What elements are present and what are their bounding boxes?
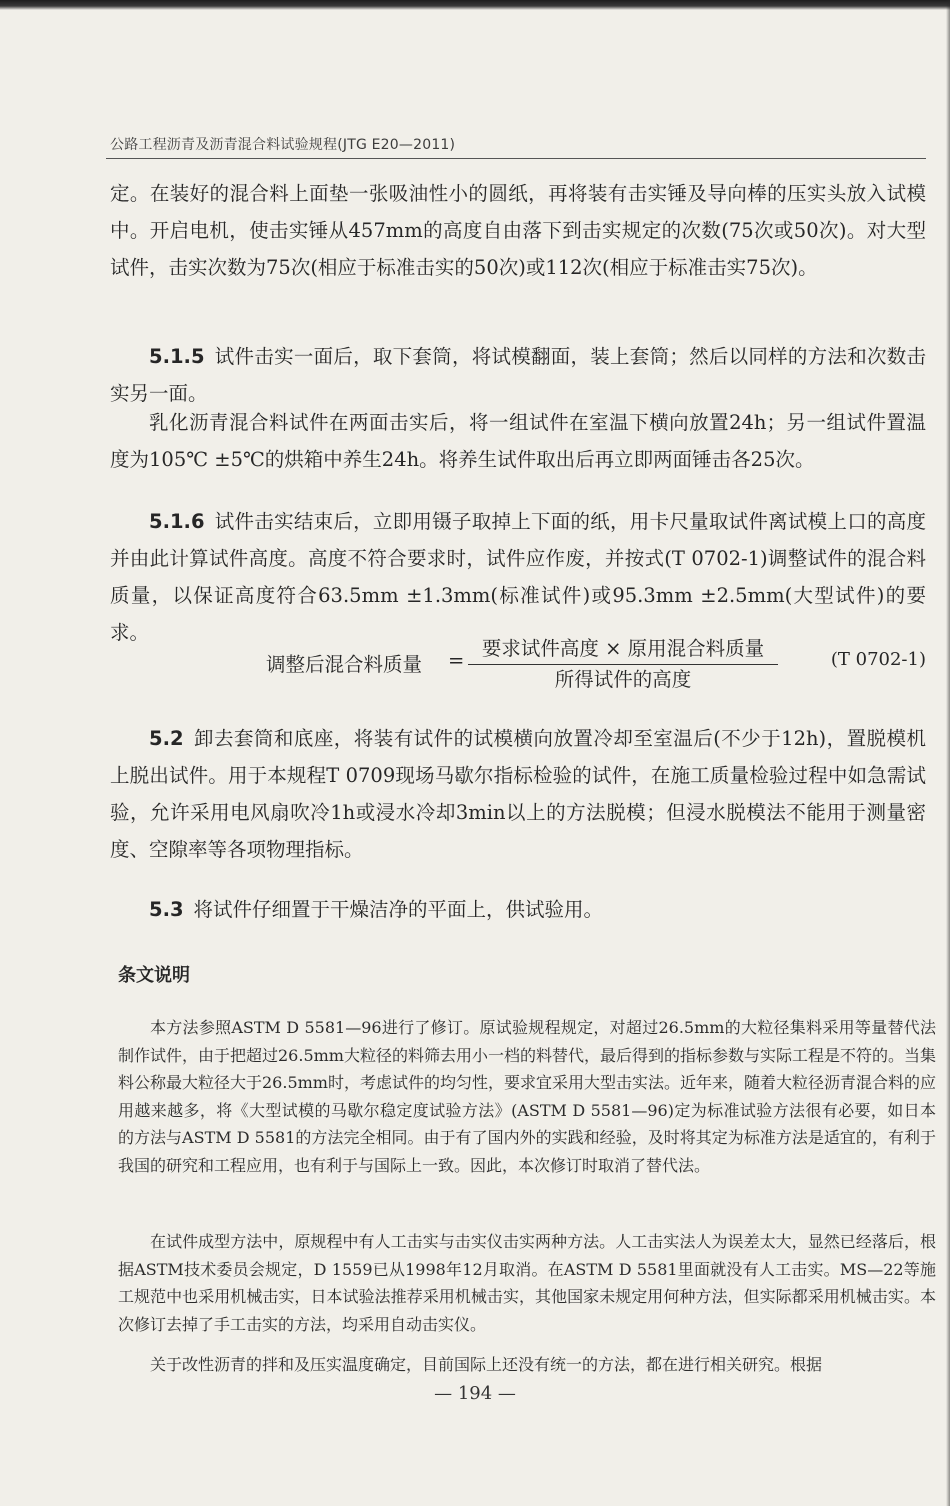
section-5-1-5 (110, 338, 926, 412)
formula-t0702-1 (110, 635, 926, 695)
notes-title: 条文说明 (118, 965, 190, 986)
section-5-1-6 (110, 503, 926, 651)
note-paragraph-1: 本方法参照ASTM D 5581—96进行了修订。原试验规程规定，对超过26.5mm的大粒径集料采用等量替代法制作试件，由于把超过26.5mm大粒径的料筛去用小一档的料替代，最后得到的指标参数与实际工程是不符的。当集料公称最大粒径大于26.5mm时，考虑试件的均匀性，要求宜采用大型击实法。近年来，随着大粒径沥青混合料的应用越来越多，将《大型试模的马歇尔稳定度试验方法》(ASTM D 5581—96)定为标准试验方法很有必要，如日本的方法与ASTM D 5581的方法完全相同。由于有了国内外的实践和经验，及时将其定为标准方法是适宜的，有利于我国的研究和工程应用，也有利于与国际上一致。因此，本次修订时取消了替代法。 (118, 1018, 936, 1175)
page-number: — 194 — (434, 1383, 516, 1404)
section-text: 将试件仔细置于干燥洁净的平面上，供试验用。 (193, 898, 604, 921)
header-rule (106, 158, 926, 159)
paragraph-continuation: 定。在装好的混合料上面垫一张吸油性小的圆纸，再将装有击实锤及导向棒的压实头放入试模中。开启电机，使击实锤从457mm的高度自由落下到击实规定的次数(75次或50次)。对大型试件，击实次数为75次(相应于标准击实的50次)或112次(相应于标准击实75次)。 (110, 182, 926, 279)
section-number: 5.3 (149, 898, 184, 921)
scan-edge (0, 0, 950, 10)
formula-equals: = (448, 649, 465, 672)
formula-numerator: 要求试件高度 × 原用混合料质量 (481, 637, 765, 660)
formula-label: (T 0702-1) (830, 649, 926, 670)
fraction-bar (468, 664, 778, 665)
section-text: 试件击实一面后，取下套筒，将试模翻面，装上套筒；然后以同样的方法和次数击实另一面。 (110, 345, 926, 405)
formula-fraction (468, 635, 778, 694)
section-text: 卸去套筒和底座，将装有试件的试模横向放置冷却至室温后(不少于12h)，置脱模机上脱出试件。用于本规程T 0709现场马歇尔指标检验的试件，在施工质量检验过程中如急需试验，允许采用电风扇吹冷1h或浸水冷却3min以上的方法脱模；但浸水脱模法不能用于测量密度、空隙率等各项物理指标。 (110, 727, 926, 861)
paragraph-emulsion: 乳化沥青混合料试件在两面击实后，将一组试件在室温下横向放置24h；另一组试件置温度为105℃ ±5℃的烘箱中养生24h。将养生试件取出后再立即两面锤击各25次。 (110, 411, 926, 471)
running-header: 公路工程沥青及沥青混合料试验规程(JTG E20—2011) (110, 137, 456, 153)
section-number: 5.1.6 (149, 510, 205, 533)
section-5-3 (110, 891, 926, 928)
formula-denominator: 所得试件的高度 (554, 668, 692, 691)
scan-edge-right (946, 0, 950, 1506)
formula-lhs: 调整后混合料质量 (266, 653, 423, 676)
section-number: 5.2 (149, 727, 184, 750)
section-number: 5.1.5 (149, 345, 205, 368)
note-paragraph-2: 在试件成型方法中，原规程中有人工击实与击实仪击实两种方法。人工击实法人为误差太大，显然已经落后，根据ASTM技术委员会规定，D 1559已从1998年12月取消。在ASTM D 5581里面就没有人工击实。MS—22等施工规范中也采用机械击实，日本试验法推荐采用机械击实，其他国家未规定用何种方法，但实际都采用机械击实。本次修订去掉了手工击实的方法，均采用自动击实仪。 (118, 1232, 936, 1334)
section-5-2 (110, 720, 926, 868)
section-text: 试件击实结束后，立即用镊子取掉上下面的纸，用卡尺量取试件离试模上口的高度并由此计算试件高度。高度不符合要求时，试件应作废，并按式(T 0702-1)调整试件的混合料质量，以保证高度符合63.5mm ±1.3mm(标准试件)或95.3mm ±2.5mm(大型试件)的要求。 (110, 510, 926, 644)
note-paragraph-3: 关于改性沥青的拌和及压实温度确定，目前国际上还没有统一的方法，都在进行相关研究。根据 (150, 1355, 823, 1374)
